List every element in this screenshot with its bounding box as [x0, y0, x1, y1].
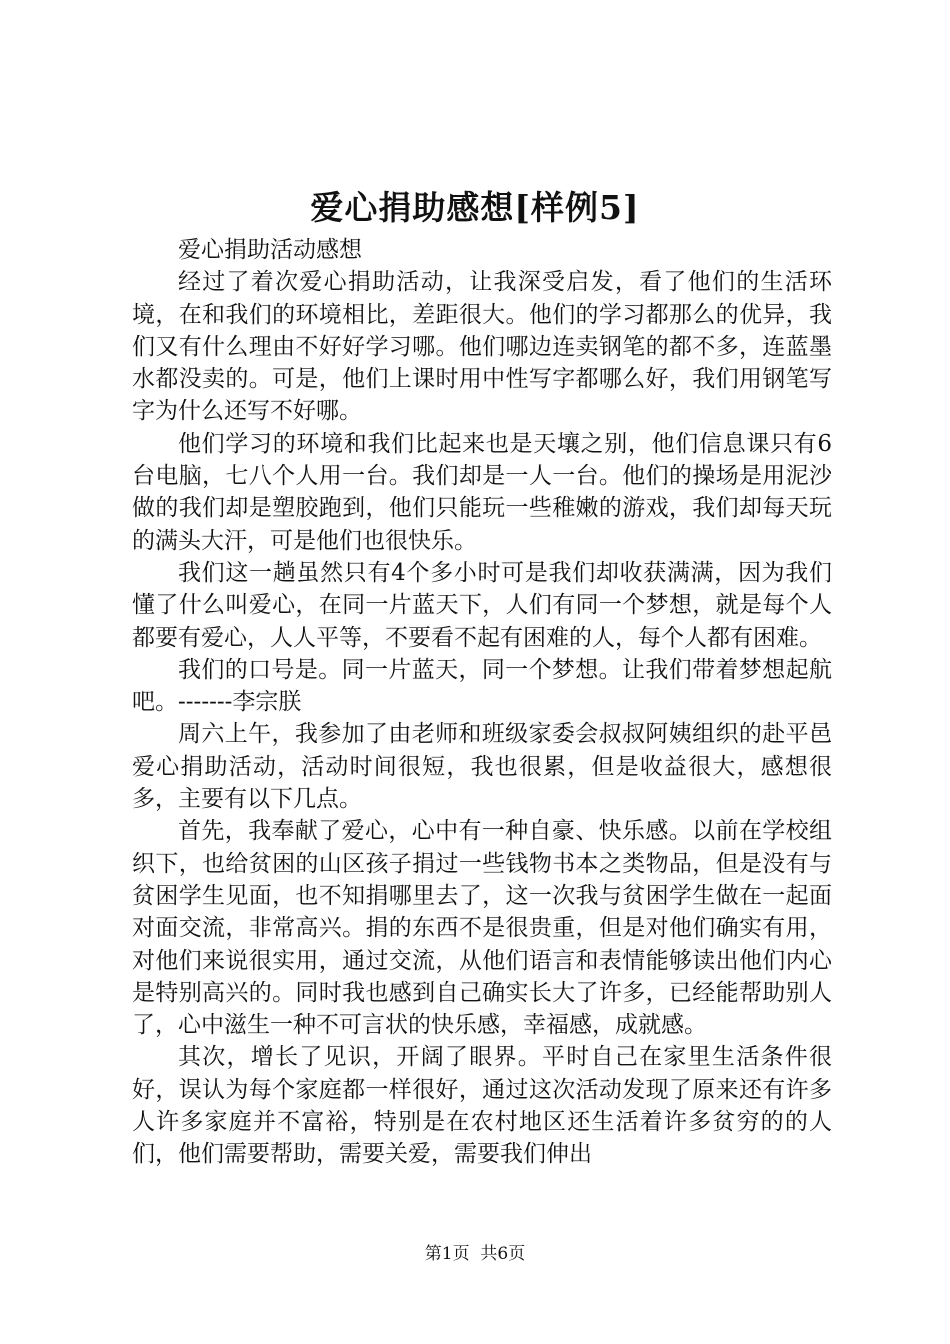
paragraph: 我们这一趟虽然只有4个多小时可是我们却收获满满，因为我们懂了什么叫爱心，在同一片蓝天下，人们有同一个梦想，就是每个人都要有爱心，人人平等，不要看不起有困难的人，每个人都有困难。 — [132, 559, 832, 651]
page-number: 第1页 — [424, 1244, 470, 1264]
paragraph: 首先，我奉献了爱心，心中有一种自豪、快乐感。以前在学校组织下，也给贫困的山区孩子捐过一些钱物书本之类物品，但是没有与贫困学生见面，也不知捐哪里去了，这一次我与贫困学生做在一起面对面交流，非常高兴。捐的东西不是很贵重，但是对他们确实有用，对他们来说很实用，通过交流，从他们语言和表情能够读出他们内心是特别高兴的。同时我也感到自己确实长大了许多，已经能帮助别人了，心中滋生一种不可言状的快乐感，幸福感，成就感。 — [132, 818, 832, 1039]
page-footer — [0, 1243, 950, 1265]
page-total: 共6页 — [480, 1244, 526, 1264]
paragraph: 他们学习的环境和我们比起来也是天壤之别，他们信息课只有6台电脑，七八个人用一台。我们却是一人一台。他们的操场是用泥沙做的我们却是塑胶跑到，他们只能玩一些稚嫩的游戏，我们却每天玩的满头大汗，可是他们也很快乐。 — [132, 430, 832, 554]
paragraph: 经过了着次爱心捐助活动，让我深受启发，看了他们的生活环境，在和我们的环境相比，差距很大。他们的学习都那么的优异，我们又有什么理由不好好学习哪。他们哪边连卖钢笔的都不多，连蓝墨水都没卖的。可是，他们上课时用中性写字都哪么好，我们用钢笔写字为什么还写不好哪。 — [132, 269, 832, 425]
document-title: 爱心捐助感想[样例5] — [310, 188, 640, 227]
paragraph: 我们的口号是。同一片蓝天，同一个梦想。让我们带着梦想起航吧。-------李宗朕 — [132, 656, 832, 716]
paragraph-subtitle: 爱心捐助活动感想 — [178, 237, 362, 263]
paragraph: 其次，增长了见识，开阔了眼界。平时自己在家里生活条件很好，误认为每个家庭都一样很好，通过这次活动发现了原来还有许多人许多家庭并不富裕，特别是在农村地区还生活着许多贫穷的的人们，他们需要帮助，需要关爱，需要我们伸出 — [132, 1044, 832, 1168]
paragraph: 周六上午，我参加了由老师和班级家委会叔叔阿姨组织的赴平邑爱心捐助活动，活动时间很短，我也很累，但是收益很大，感想很多，主要有以下几点。 — [132, 721, 832, 813]
document-body — [132, 234, 832, 1171]
